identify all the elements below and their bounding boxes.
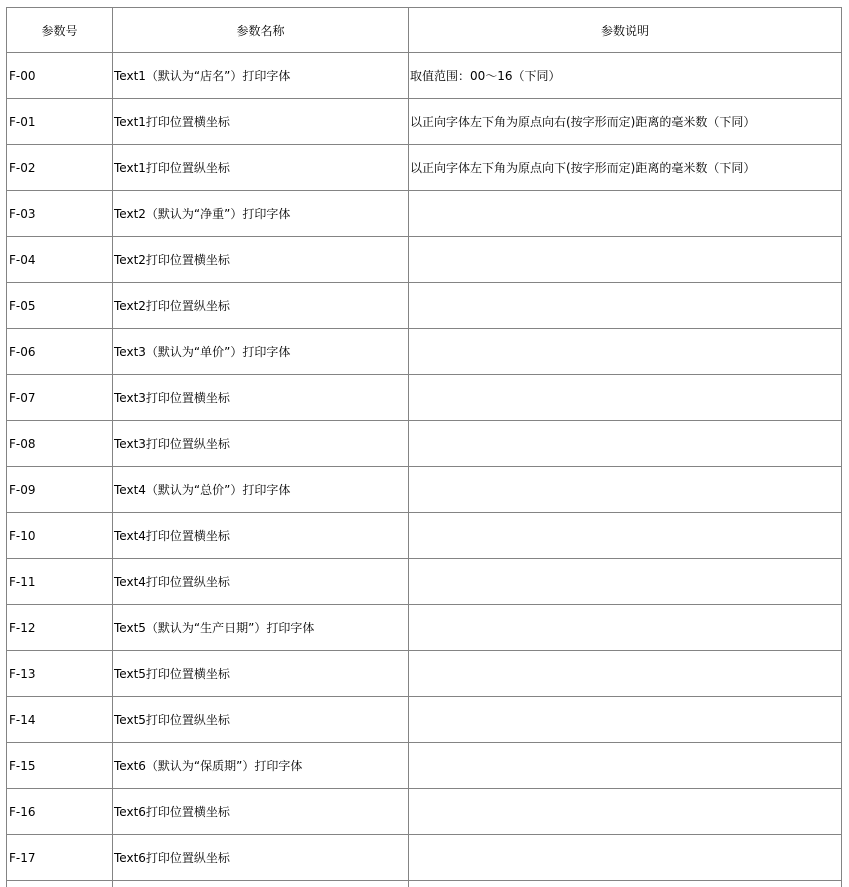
empty-cell: [409, 881, 842, 887]
param-name-cell: Text4（默认为“总价”）打印字体: [113, 467, 409, 513]
table-row: [7, 835, 842, 881]
table-row-partial: [7, 881, 842, 887]
param-number-cell: F-15: [7, 743, 113, 789]
param-description-cell: [409, 329, 842, 375]
table-row: [7, 605, 842, 651]
param-number-cell: F-09: [7, 467, 113, 513]
param-description-cell: [409, 743, 842, 789]
param-description-cell: [409, 559, 842, 605]
param-number-cell: F-06: [7, 329, 113, 375]
table-row: [7, 651, 842, 697]
param-number-cell: F-00: [7, 53, 113, 99]
param-name-cell: Text5打印位置横坐标: [113, 651, 409, 697]
table-row: [7, 697, 842, 743]
param-name-cell: Text1打印位置横坐标: [113, 99, 409, 145]
param-name-cell: Text3（默认为“单价”）打印字体: [113, 329, 409, 375]
table-row: [7, 99, 842, 145]
table-row: [7, 375, 842, 421]
param-description-cell: [409, 467, 842, 513]
param-number-cell: F-17: [7, 835, 113, 881]
empty-cell: [113, 881, 409, 887]
param-name-cell: Text2（默认为“净重”）打印字体: [113, 191, 409, 237]
param-description-cell: 以正向字体左下角为原点向右(按字形而定)距离的毫米数（下同）: [409, 99, 842, 145]
param-number-cell: F-13: [7, 651, 113, 697]
param-description-cell: [409, 835, 842, 881]
param-number-cell: F-03: [7, 191, 113, 237]
param-name-cell: Text4打印位置横坐标: [113, 513, 409, 559]
table-row: [7, 467, 842, 513]
param-name-cell: Text1（默认为“店名”）打印字体: [113, 53, 409, 99]
param-number-cell: F-12: [7, 605, 113, 651]
empty-cell: [7, 881, 113, 887]
table-row: [7, 421, 842, 467]
table-body: [7, 53, 842, 887]
param-number-cell: F-10: [7, 513, 113, 559]
param-number-cell: F-11: [7, 559, 113, 605]
table-row: [7, 283, 842, 329]
param-number-cell: F-07: [7, 375, 113, 421]
param-description-cell: [409, 697, 842, 743]
param-name-cell: Text5打印位置纵坐标: [113, 697, 409, 743]
param-number-cell: F-02: [7, 145, 113, 191]
param-name-cell: Text6打印位置横坐标: [113, 789, 409, 835]
param-name-cell: Text2打印位置纵坐标: [113, 283, 409, 329]
param-description-cell: [409, 605, 842, 651]
param-description-cell: [409, 421, 842, 467]
table-row: [7, 329, 842, 375]
param-name-cell: Text3打印位置纵坐标: [113, 421, 409, 467]
param-number-cell: F-08: [7, 421, 113, 467]
table-row: [7, 513, 842, 559]
table-row: [7, 237, 842, 283]
table-row: [7, 559, 842, 605]
param-name-cell: Text3打印位置横坐标: [113, 375, 409, 421]
param-description-cell: [409, 237, 842, 283]
param-name-cell: Text2打印位置横坐标: [113, 237, 409, 283]
param-name-cell: Text5（默认为“生产日期”）打印字体: [113, 605, 409, 651]
param-number-cell: F-14: [7, 697, 113, 743]
param-number-cell: F-04: [7, 237, 113, 283]
header-param-description: 参数说明: [409, 8, 842, 53]
table-row: [7, 789, 842, 835]
param-description-cell: [409, 283, 842, 329]
header-param-name: 参数名称: [113, 8, 409, 53]
param-number-cell: F-05: [7, 283, 113, 329]
header-row: [7, 8, 842, 53]
parameter-table: [6, 7, 842, 887]
param-description-cell: 以正向字体左下角为原点向下(按字形而定)距离的毫米数（下同）: [409, 145, 842, 191]
table-row: [7, 145, 842, 191]
param-name-cell: Text6打印位置纵坐标: [113, 835, 409, 881]
table-row: [7, 743, 842, 789]
param-number-cell: F-16: [7, 789, 113, 835]
param-name-cell: Text4打印位置纵坐标: [113, 559, 409, 605]
param-number-cell: F-01: [7, 99, 113, 145]
param-description-cell: [409, 513, 842, 559]
table-row: [7, 191, 842, 237]
param-name-cell: Text1打印位置纵坐标: [113, 145, 409, 191]
param-description-cell: [409, 651, 842, 697]
param-description-cell: 取值范围：00～16（下同）: [409, 53, 842, 99]
param-description-cell: [409, 789, 842, 835]
param-description-cell: [409, 191, 842, 237]
param-name-cell: Text6（默认为“保质期”）打印字体: [113, 743, 409, 789]
param-description-cell: [409, 375, 842, 421]
header-param-number: 参数号: [7, 8, 113, 53]
table-row: [7, 53, 842, 99]
